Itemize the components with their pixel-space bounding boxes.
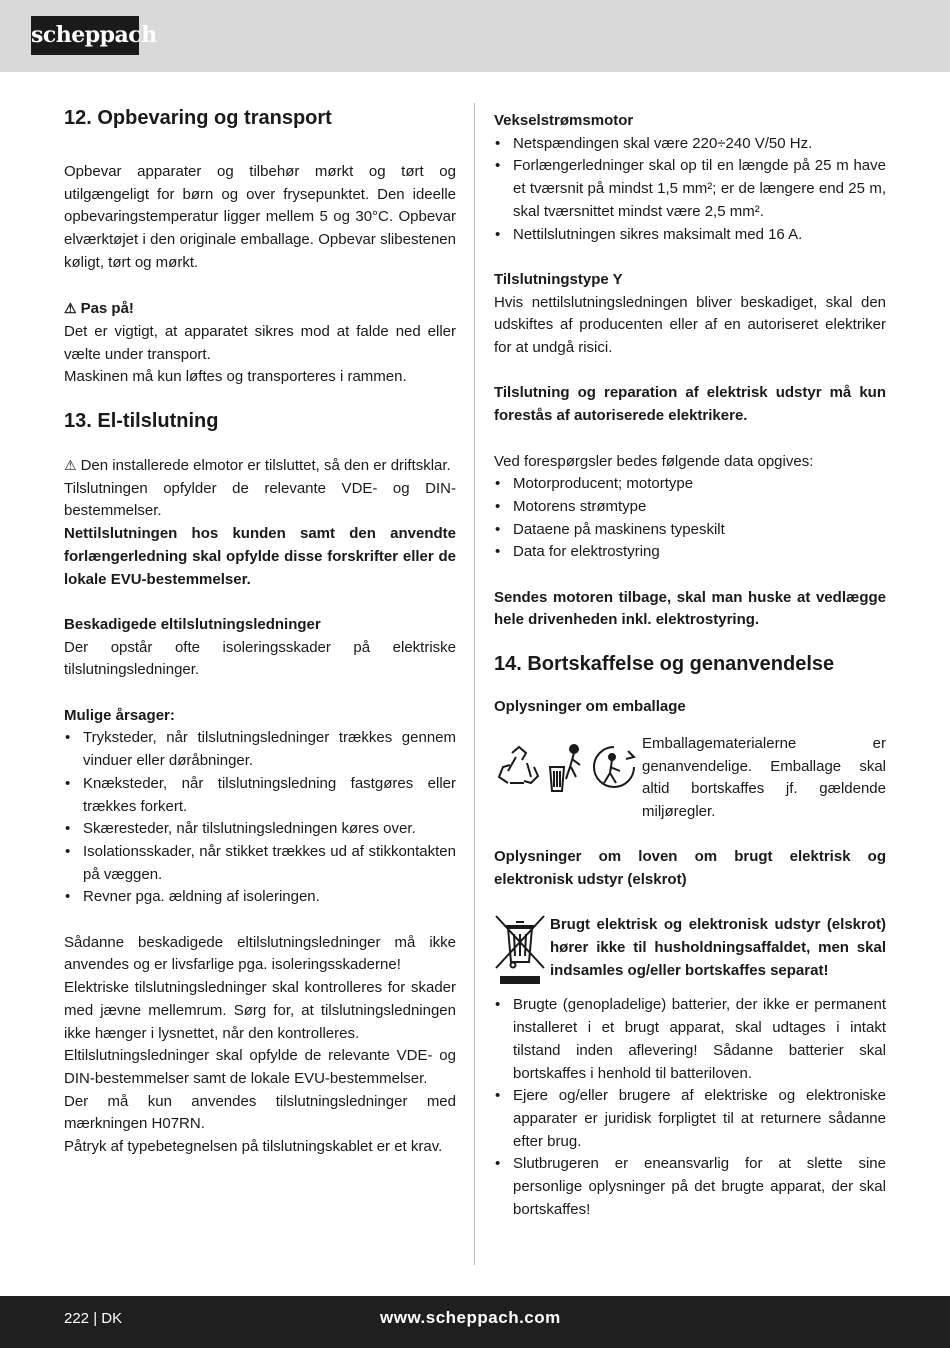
page-footer (0, 1296, 950, 1348)
packaging-paragraph: Emballagematerialerne er genanvendelige. Emballage skal altid bortskaffes jf. gældende miljøregler. (642, 734, 886, 820)
weee-block (494, 914, 886, 994)
weee-heading: Oplysninger om loven om brugt elektrisk og elektronisk udstyr (elskrot) (494, 848, 886, 889)
return-notice: Sendes motoren tilbage, skal man huske at vedlægge hele drivenheden inkl. elektrostyring. (494, 588, 886, 629)
motor-connected-text: Den installerede elmotor er tilsluttet, så den er driftsklar. (80, 457, 451, 475)
customer-connection-paragraph: Nettilslutningen hos kunden samt den anvendte forlængerledning skal opfylde disse forskrifter eller de lokale EVU-bestemmelser. (64, 525, 456, 588)
marking-paragraph: Påtryk af typebetegnelsen på tilslutningskablet er et krav. (64, 1138, 443, 1156)
recycling-person-icon (590, 743, 638, 793)
lift-paragraph: Maskinen må kun løftes og transporteres i rammen. (64, 368, 407, 386)
scheppach-logo: scheppach (31, 16, 139, 55)
right-column (494, 110, 886, 1221)
repair-notice: Tilslutning og reparation af elektrisk udstyr må kun forestås af autoriserede elektrikere. (494, 384, 886, 425)
warning-heading (64, 297, 456, 321)
packaging-heading: Oplysninger om emballage (494, 698, 686, 716)
transport-paragraph: Det er vigtigt, at apparatet sikres mod at falde ned eller vælte under transport. (64, 322, 456, 363)
damaged-cables-heading: Beskadigede eltilslutningsledninger (64, 615, 321, 633)
section-14-title: 14. Bortskaffelse og genanvendelse (494, 653, 835, 676)
causes-heading: Mulige årsager: (64, 706, 175, 724)
weee-list (494, 994, 886, 1221)
website-link[interactable]: www.scheppach.com (380, 1308, 561, 1327)
causes-list (64, 727, 456, 909)
left-column (64, 100, 456, 1159)
ac-motor-list (494, 133, 886, 247)
column-divider (474, 103, 475, 1265)
litter-bin-icon (546, 743, 586, 795)
section-12-title: 12. Opbevaring og transport (64, 107, 332, 129)
packaging-icons (494, 733, 642, 805)
list-item: • Slutbrugeren er eneansvarlig for at slette sine personlige oplysninger på det brugte apparat, der skal bortskaffes! (494, 1153, 886, 1221)
list-item: • Isolationsskader, når stikket trækkes ud af stikkontakten på væggen. (64, 841, 456, 886)
connection-type-heading: Tilslutningstype Y (494, 270, 623, 288)
list-item: • Knæksteder, når tilslutningsledning fastgøres eller trækkes forkert. (64, 773, 456, 818)
list-item: • Dataene på maskinens typeskilt (494, 519, 886, 542)
storage-paragraph: Opbevar apparater og tilbehør mørkt og tørt og utilgængeligt for børn og over frysepunktet. Den ideelle opbevaringstemperatur ligger mellem 5 og 30°C. Opbevar elværktøjet i den originale emballage. Opbevar slibestenen køligt, tørt og mørkt. (64, 163, 456, 271)
page-header (0, 0, 950, 72)
h07rn-paragraph: Der må kun anvendes tilslutningsledninger med mærkningen H07RN. (64, 1092, 456, 1133)
ac-motor-heading: Vekselstrømsmotor (494, 112, 634, 129)
inquiry-paragraph: Ved forespørgsler bedes følgende data opgives: (494, 452, 814, 470)
warning-label: Pas på! (80, 300, 134, 318)
list-item: • Brugte (genopladelige) batterier, der ikke er permanent installeret i et brugt apparat, skal udtages i intakt tilstand inden aflevering! Sådanne batterier skal bortskaffes i henhold til batteriloven. (494, 994, 886, 1085)
requirements-paragraph: Eltilslutningsledninger skal opfylde de relevante VDE- og DIN-bestemmelser samt de lokale EVU-bestemmelser. (64, 1047, 456, 1087)
recycle-icon (494, 743, 544, 793)
list-item: • Revner pga. ældning af isoleringen. (64, 886, 456, 909)
packaging-block (494, 733, 886, 824)
list-item: • Tryksteder, når tilslutningsledninger trækkes gennem vinduer eller døråbninger. (64, 727, 456, 772)
vde-paragraph: Tilslutningen opfylder de relevante VDE- og DIN-bestemmelser. (64, 479, 456, 520)
danger-paragraph: Sådanne beskadigede eltilslutningsledninger må ikke anvendes og er livsfarlige pga. isoleringsskaderne! (64, 933, 456, 974)
inspection-paragraph: Elektriske tilslutningsledninger skal kontrolleres for skader med jævne mellemrum. Sørg for, at tilslutningsledningen ikke hænger i lysnettet, når den kontrolleres. (64, 979, 456, 1042)
weee-notice: Brugt elektrisk og elektronisk udstyr (elskrot) hører ikke til husholdningsaffaldet, men skal indsamles og/eller bortskaffes separat! (550, 916, 886, 979)
list-item: • Motorens strømtype (494, 496, 886, 519)
list-item: • Skæresteder, når tilslutningsledningen køres over. (64, 818, 456, 841)
crossed-bin-icon (494, 914, 550, 994)
section-13-title: 13. El-tilslutning (64, 410, 219, 433)
motor-connected-paragraph (64, 454, 456, 478)
list-item: • Motorproducent; motortype (494, 473, 886, 496)
list-item: • Forlængerledninger skal op til en længde på 25 m have et tværsnit på mindst 1,5 mm²; er de længere end 25 m, skal tværsnittet mindst være 2,5 mm². (494, 155, 886, 223)
list-item: • Netspændingen skal være 220÷240 V/50 Hz. (494, 133, 886, 156)
list-item: • Nettilslutningen sikres maksimalt med 16 A. (494, 224, 886, 247)
damaged-cables-paragraph: Der opstår ofte isoleringsskader på elektriske tilslutningsledninger. (64, 638, 456, 679)
list-item: • Data for elektrostyring (494, 541, 886, 564)
connection-type-paragraph: Hvis nettilslutningsledningen bliver beskadiget, skal den udskiftes af producenten eller af en autoriseret elektriker for at undgå risici. (494, 293, 886, 357)
inquiry-list (494, 473, 886, 564)
list-item: • Ejere og/eller brugere af elektriske og elektroniske apparater er juridisk forpligtet til at returnere sådanne efter brug. (494, 1085, 886, 1153)
page-number: 222 | DK (64, 1310, 123, 1327)
warning-icon: ⚠ (64, 300, 77, 317)
warning-icon: ⚠ (64, 457, 77, 474)
